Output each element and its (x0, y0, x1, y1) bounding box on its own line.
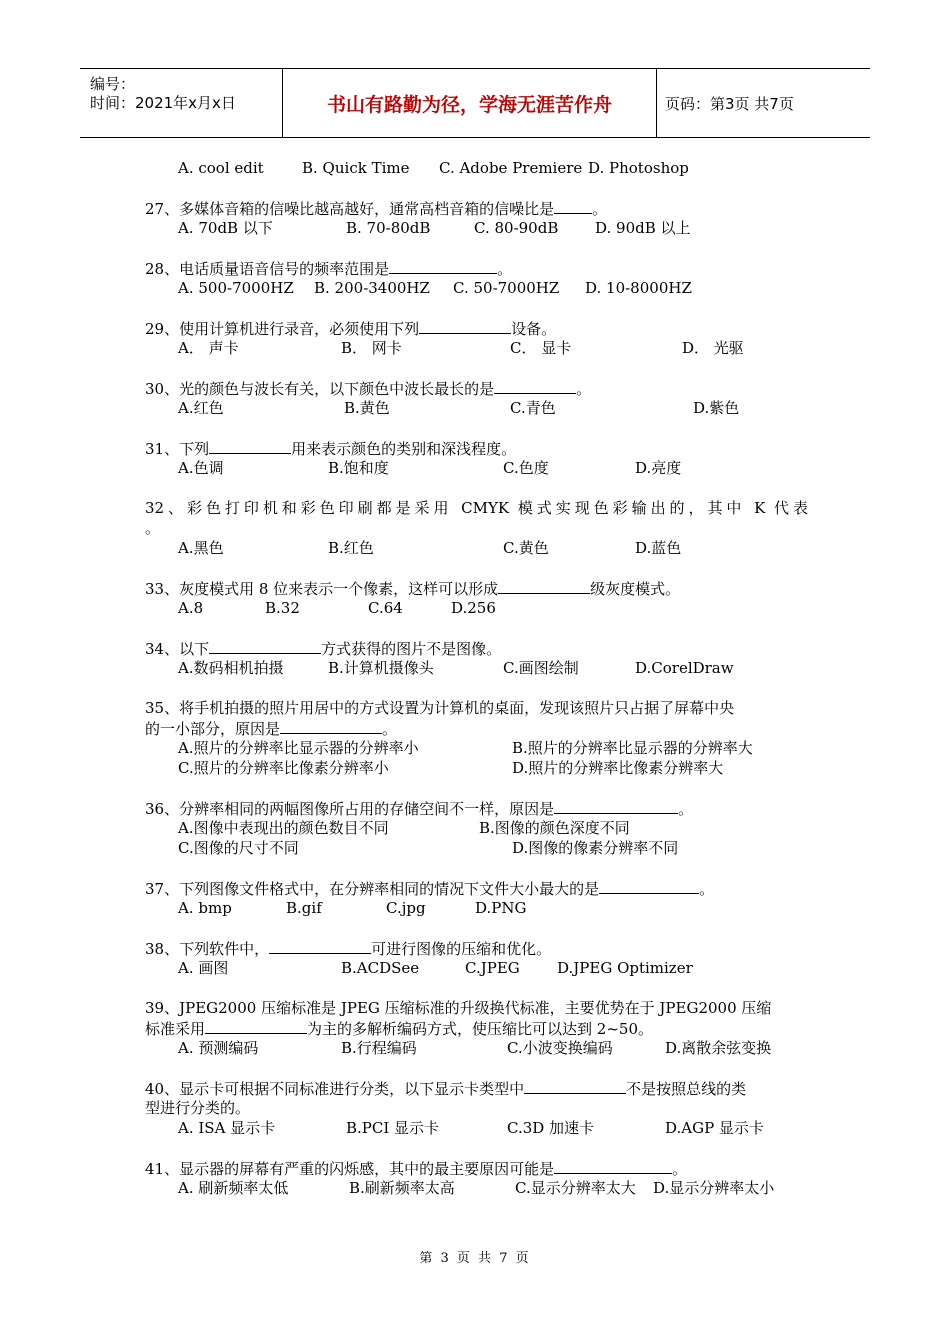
option-c: C.照片的分辨率比像素分辨率小 (178, 759, 389, 777)
option-a: A． 声卡 (178, 339, 239, 357)
answer-blank (554, 799, 678, 814)
answer-blank (419, 319, 511, 334)
option-d: D.图像的像素分辨率不同 (512, 839, 679, 857)
page-header (80, 68, 870, 138)
question-stem-line2: 的一小部分，原因是 。 (145, 720, 398, 738)
option-b: B.32 (265, 599, 300, 617)
answer-blank (205, 1019, 307, 1034)
question-stem: 41、显示器的屏幕有严重的闪烁感，其中的最主要原因可能是 。 (145, 1160, 688, 1178)
question-stem: 40、显示卡可根据不同标准进行分类，以下显示卡类型中 不是按照总线的类 (145, 1080, 747, 1098)
option-c: C.64 (368, 599, 403, 617)
option-d: D.离散余弦变换 (665, 1039, 772, 1057)
option-c: C.画图绘制 (503, 659, 579, 677)
answer-blank (209, 639, 321, 654)
option-c: C.小波变换编码 (507, 1039, 613, 1057)
option-d: D.256 (451, 599, 496, 617)
option-c: C.黄色 (503, 539, 549, 557)
option-b: B.行程编码 (341, 1039, 417, 1057)
option-a: A.数码相机拍摄 (178, 659, 284, 677)
option-a: A. 70dB 以下 (178, 219, 273, 237)
question-stem-end: 。 (145, 519, 161, 537)
option-c: C. Adobe Premiere (439, 159, 583, 177)
option-d: D.AGP 显示卡 (665, 1119, 764, 1137)
option-c: C.3D 加速卡 (507, 1119, 595, 1137)
time-label: 时间：2021年x月x日 (90, 94, 236, 112)
code-label: 编号： (90, 75, 136, 93)
option-c: C.显示分辨率太大 (515, 1179, 636, 1197)
question-stem-line2: 标准采用 为主的多解析编码方式，使压缩比可以达到 2~50。 (145, 1020, 653, 1038)
header-info-cell (80, 69, 283, 137)
option-b: B.gif (286, 899, 322, 917)
option-c: C. 80-90dB (474, 219, 559, 237)
option-d: D.紫色 (693, 399, 740, 417)
option-c: C.图像的尺寸不同 (178, 839, 299, 857)
answer-blank (599, 879, 699, 894)
option-c: C.色度 (503, 459, 549, 477)
answer-blank (280, 719, 382, 734)
option-a: A. 预测编码 (178, 1039, 259, 1057)
option-b: B.饱和度 (328, 459, 389, 477)
option-b: B.图像的颜色深度不同 (479, 819, 630, 837)
answer-blank (209, 439, 291, 454)
option-a: A.图像中表现出的颜色数目不同 (178, 819, 389, 837)
option-a: A. 500-7000HZ (178, 279, 294, 297)
option-a: A. cool edit (178, 159, 264, 177)
answer-blank (498, 579, 590, 594)
answer-blank (389, 259, 497, 274)
option-a: A.照片的分辨率比显示器的分辨率小 (178, 739, 419, 757)
question-stem-line2: 型进行分类的。 (145, 1099, 251, 1117)
option-d: D.JPEG Optimizer (557, 959, 693, 977)
option-b: B.PCI 显示卡 (346, 1119, 440, 1137)
answer-blank (269, 939, 371, 954)
question-stem: 39、JPEG2000 压缩标准是 JPEG 压缩标准的升级换代标准，主要优势在于 JPEG2000 压缩 (145, 999, 772, 1017)
option-c: C.JPEG (465, 959, 520, 977)
answer-blank (554, 1159, 672, 1174)
option-b: B.黄色 (344, 399, 390, 417)
option-a: A. 画图 (178, 959, 229, 977)
question-stem: 30、光的颜色与波长有关，以下颜色中波长最长的是 。 (145, 380, 592, 398)
option-d: D.亮度 (635, 459, 682, 477)
question-stem: 28、电话质量语音信号的频率范围是 。 (145, 260, 513, 278)
question-stem: 38、下列软件中， 可进行图像的压缩和优化。 (145, 940, 552, 958)
option-a: A.8 (178, 599, 204, 617)
answer-blank (494, 379, 576, 394)
question-stem: 36、分辨率相同的两幅图像所占用的存储空间不一样，原因是 。 (145, 800, 694, 818)
question-stem: 27、多媒体音箱的信噪比越高越好，通常高档音箱的信噪比是 。 (145, 200, 608, 218)
option-b: B.照片的分辨率比显示器的分辨率大 (512, 739, 753, 757)
option-c: C.jpg (386, 899, 426, 917)
option-d: D． 光驱 (682, 339, 744, 357)
option-a: A.色调 (178, 459, 224, 477)
question-stem: 35、将手机拍摄的照片用居中的方式设置为计算机的桌面，发现该照片只占据了屏幕中央 (145, 699, 735, 717)
option-d: D. 90dB 以上 (595, 219, 691, 237)
answer-blank (524, 1079, 626, 1094)
option-d: D.显示分辨率太小 (653, 1179, 775, 1197)
option-a: A. bmp (178, 899, 232, 917)
option-a: A.红色 (178, 399, 224, 417)
motto: 书山有路勤为径，学海无涯苦作舟 (283, 69, 657, 137)
question-stem: 29、使用计算机进行录音，必须使用下列 设备。 (145, 320, 557, 338)
option-a: A. 刷新频率太低 (178, 1179, 289, 1197)
option-d: D. Photoshop (588, 159, 689, 177)
question-stem: 34、以下 方式获得的图片不是图像。 (145, 640, 502, 658)
option-b: B.ACDSee (341, 959, 420, 977)
question-stem: 33、灰度模式用 8 位来表示一个像素，这样可以形成 级灰度模式。 (145, 580, 681, 598)
option-d: D.蓝色 (635, 539, 682, 557)
option-d: D. 10-8000HZ (585, 279, 692, 297)
option-a: A. ISA 显示卡 (178, 1119, 276, 1137)
option-b: B.刷新频率太高 (349, 1179, 455, 1197)
option-b: B.红色 (328, 539, 374, 557)
answer-blank (554, 199, 592, 214)
option-b: B. 200-3400HZ (314, 279, 430, 297)
question-stem: 32、彩色打印机和彩色印刷都是采用 CMYK 模式实现色彩输出的，其中 K 代表 (145, 499, 808, 517)
option-b: B. Quick Time (302, 159, 410, 177)
option-b: B.计算机摄像头 (328, 659, 434, 677)
option-b: B. 70-80dB (346, 219, 431, 237)
option-a: A.黑色 (178, 539, 224, 557)
page-label: 页码：第3页 共7页 (665, 94, 794, 113)
option-c: C. 50-7000HZ (453, 279, 560, 297)
option-d: D.PNG (475, 899, 527, 917)
option-b: B． 网卡 (341, 339, 402, 357)
option-c: C． 显卡 (510, 339, 572, 357)
question-stem: 37、下列图像文件格式中，在分辨率相同的情况下文件大小最大的是 。 (145, 880, 715, 898)
page-footer: 第 3 页 共 7 页 (419, 1251, 531, 1266)
option-d: D.CorelDraw (635, 659, 734, 677)
option-d: D.照片的分辨率比像素分辨率大 (512, 759, 724, 777)
option-c: C.青色 (510, 399, 556, 417)
question-stem: 31、下列 用来表示颜色的类别和深浅程度。 (145, 440, 517, 458)
